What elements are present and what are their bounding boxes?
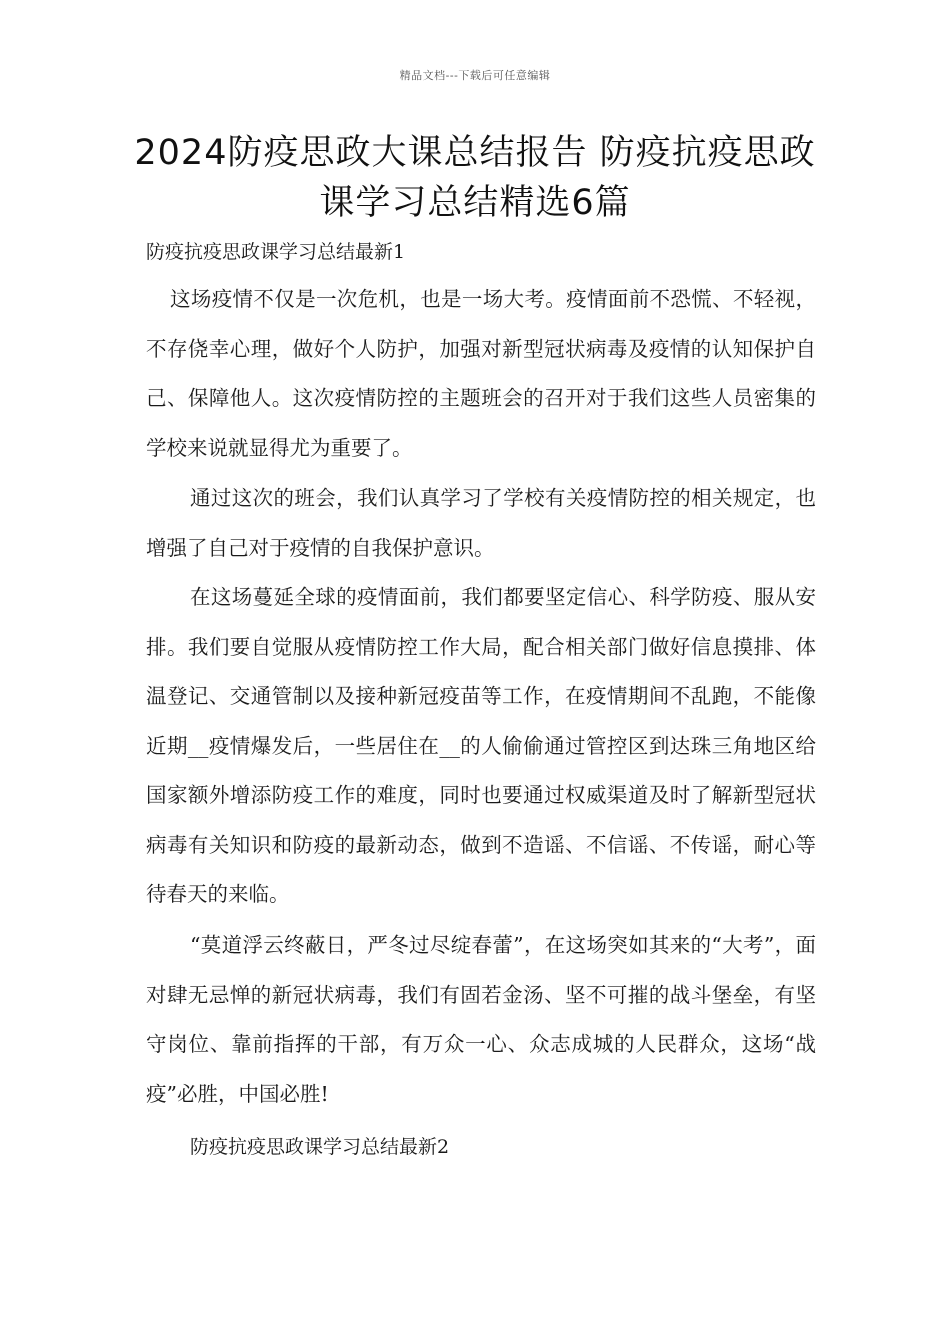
header-note: 精品文档---下载后可任意编辑 [399,69,551,82]
paragraph-3: 在这场蔓延全球的疫情面前，我们都要坚定信心、科学防疫、服从安排。我们要自觉服从疫情防控工作大局，配合相关部门做好信息摸排、体温登记、交通管制以及接种新冠疫苗等工作，在疫情期间不乱跑，不能像近期__疫情爆发后，一些居住在__的人偷偷通过管控区到达珠三角地区给国家额外增添防疫工作的难度，同时也要通过权威渠道及时了解新型冠状病毒有关知识和防疫的最新动态，做到不造谣、不信谣、不传谣，耐心等待春天的来临。 [146,585,816,906]
paragraph-2: 通过这次的班会，我们认真学习了学校有关疫情防控的相关规定，也增强了自己对于疫情的自我保护意识。 [146,486,816,560]
paragraph-4: “莫道浮云终蔽日，严冬过尽绽春蕾”，在这场突如其来的“大考”，面对肆无忌惮的新冠状病毒，我们有固若金汤、坚不可摧的战斗堡垒，有坚守岗位、靠前指挥的干部，有万众一心、众志成城的人民群众，这场“战疫”必胜，中国必胜! [146,933,816,1106]
section-heading-1: 防疫抗疫思政课学习总结最新1 [146,241,406,263]
paragraph-1: 这场疫情不仅是一次危机，也是一场大考。疫情面前不恐慌、不轻视，不存侥幸心理，做好个人防护，加强对新型冠状病毒及疫情的认知保护自己、保障他人。这次疫情防控的主题班会的召开对于我们这些人员密集的学校来说就显得尤为重要了。 [146,287,816,460]
section-heading-2: 防疫抗疫思政课学习总结最新2 [190,1136,450,1158]
document-title: 2024防疫思政大课总结报告 防疫抗疫思政课学习总结精选6篇 [134,133,816,223]
